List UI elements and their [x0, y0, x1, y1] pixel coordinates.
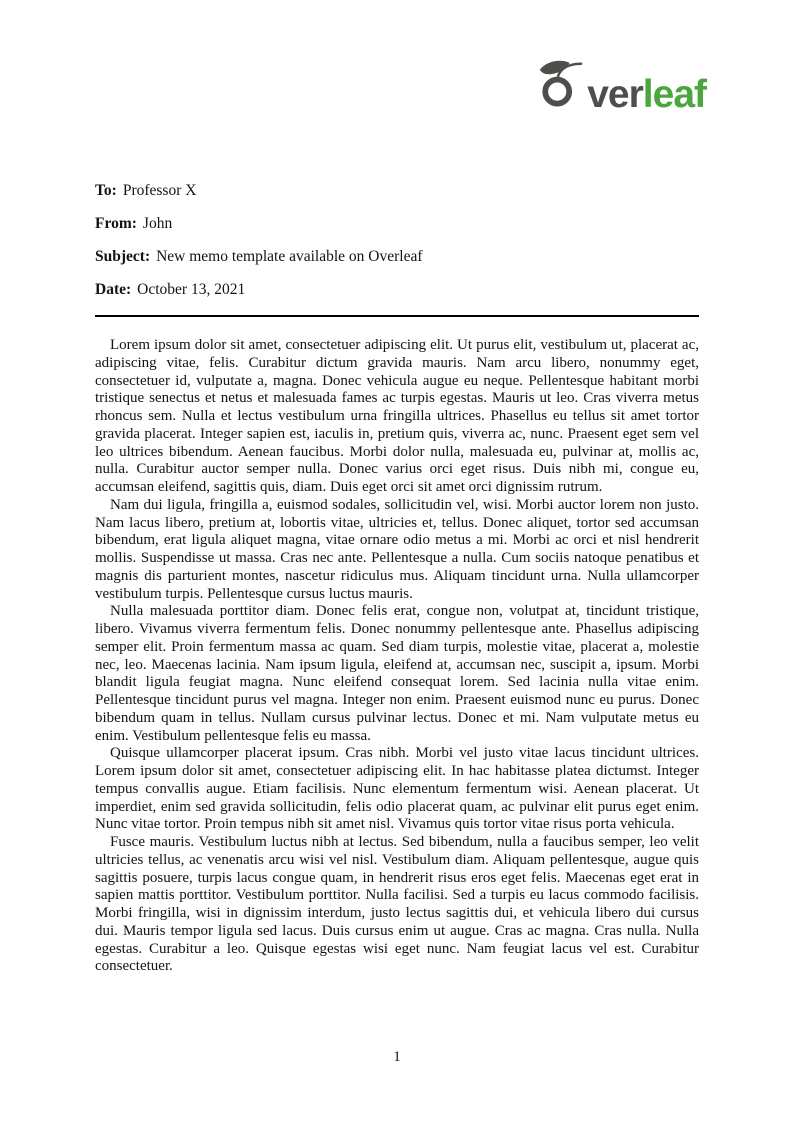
body-paragraph: Fusce mauris. Vestibulum luctus nibh at lectus. Sed bibendum, nulla a faucibus semper, leo velit ultricies tellus, ac venenatis arcu wisi vel nisl. Vestibulum diam. Aliquam pellentesque, augue quis sagittis posuere, turpis lacus congue quam, in hendrerit risus eros eget felis. Maecenas eget erat in sapien mattis porttitor. Vestibulum porttitor. Nulla facilisi. Sed a turpis eu lacus commodo facilisis. Morbi fringilla, wisi in dignissim interdum, justo lectus sagittis dui, et vehicula libero dui cursus dui. Mauris tempor ligula sed lacus. Duis cursus enim ut augue. Cras ac magna. Cras nulla. Nulla egestas. Curabitur a leo. Quisque egestas wisi eget nunc. Nam feugiat lacus vel est. Curabitur consectetuer.	[95, 834, 699, 975]
overleaf-logo	[539, 56, 706, 116]
field-to	[95, 181, 699, 200]
field-to-label: To:	[95, 182, 117, 199]
field-from	[95, 214, 699, 233]
field-to-value: Professor X	[122, 182, 197, 199]
field-subject-label: Subject:	[95, 248, 151, 265]
field-subject-value: New memo template available on Overleaf	[156, 248, 423, 265]
divider-rule	[95, 315, 699, 317]
wordmark-leaf: leaf	[642, 73, 706, 116]
body-paragraph: Lorem ipsum dolor sit amet, consectetuer adipiscing elit. Ut purus elit, vestibulum ut, placerat ac, adipiscing vitae, felis. Curabitur dictum gravida mauris. Nam arcu libero, nonummy eget, consectetuer id, vulputate a, magna. Donec vehicula augue eu neque. Pellentesque habitant morbi tristique senectus et netus et malesuada fames ac turpis egestas. Mauris ut leo. Cras viverra metus rhoncus sem. Nulla et lectus vestibulum urna fringilla ultrices. Phasellus eu tellus sit amet tortor gravida placerat. Integer sapien est, iaculis in, pretium quis, viverra ac, nunc. Praesent eget sem vel leo ultrices bibendum. Aenean faucibus. Morbi dolor nulla, malesuada eu, pulvinar at, mollis ac, nulla. Curabitur auctor semper nulla. Donec varius orci eget risus. Duis nibh mi, congue eu, accumsan eleifend, sagittis quis, diam. Duis eget orci sit amet orci dignissim rutrum.	[95, 337, 699, 495]
wordmark-ver: ver	[587, 73, 643, 116]
field-date-value: October 13, 2021	[137, 281, 246, 298]
memo-body	[95, 337, 699, 976]
overleaf-leaf-icon	[539, 56, 585, 108]
field-from-label: From:	[95, 215, 137, 232]
body-paragraph: Nulla malesuada porttitor diam. Donec felis erat, congue non, volutpat at, tincidunt tristique, libero. Vivamus viverra fermentum felis. Donec nonummy pellentesque ante. Phasellus adipiscing semper elit. Proin fermentum massa ac quam. Sed diam turpis, molestie vitae, placerat a, molestie nec, leo. Maecenas lacinia. Nam ipsum ligula, eleifend at, accumsan nec, suscipit a, ipsum. Morbi blandit ligula feugiat magna. Nunc eleifend consequat lorem. Sed lacinia nulla vitae enim. Pellentesque tincidunt purus vel magna. Integer non enim. Praesent euismod nunc eu purus. Donec bibendum quam in tellus. Nullam cursus pulvinar lectus. Donec et mi. Nam vulputate metus eu enim. Vestibulum pellentesque felis eu massa.	[95, 603, 699, 744]
overleaf-wordmark	[587, 75, 706, 114]
field-date-label: Date:	[95, 281, 132, 298]
page-number: 1	[393, 1049, 401, 1065]
body-paragraph: Quisque ullamcorper placerat ipsum. Cras nibh. Morbi vel justo vitae lacus tincidunt ultrices. Lorem ipsum dolor sit amet, consectetuer adipiscing elit. In hac habitasse platea dictumst. Integer tempus convallis augue. Etiam facilisis. Nunc elementum fermentum wisi. Aenean placerat. Ut imperdiet, enim sed gravida sollicitudin, felis odio placerat quam, ac pulvinar elit purus eget enim. Nunc vitae tortor. Proin tempus nibh sit amet nisl. Vivamus quis tortor vitae risus porta vehicula.	[95, 745, 699, 833]
memo-header	[95, 181, 699, 313]
body-paragraph: Nam dui ligula, fringilla a, euismod sodales, sollicitudin vel, wisi. Morbi auctor lorem non justo. Nam lacus libero, pretium at, lobortis vitae, ultricies et, tellus. Donec aliquet, tortor sed accumsan bibendum, erat ligula aliquet magna, vitae ornare odio metus a mi. Morbi ac orci et nisl hendrerit mollis. Suspendisse ut massa. Cras nec ante. Pellentesque a nulla. Cum sociis natoque penatibus et magnis dis parturient montes, nascetur ridiculus mus. Aliquam tincidunt urna. Nulla ullamcorper vestibulum turpis. Pellentesque cursus luctus mauris.	[95, 496, 699, 602]
field-subject	[95, 247, 699, 266]
field-from-value: John	[142, 215, 173, 232]
field-date	[95, 280, 699, 299]
